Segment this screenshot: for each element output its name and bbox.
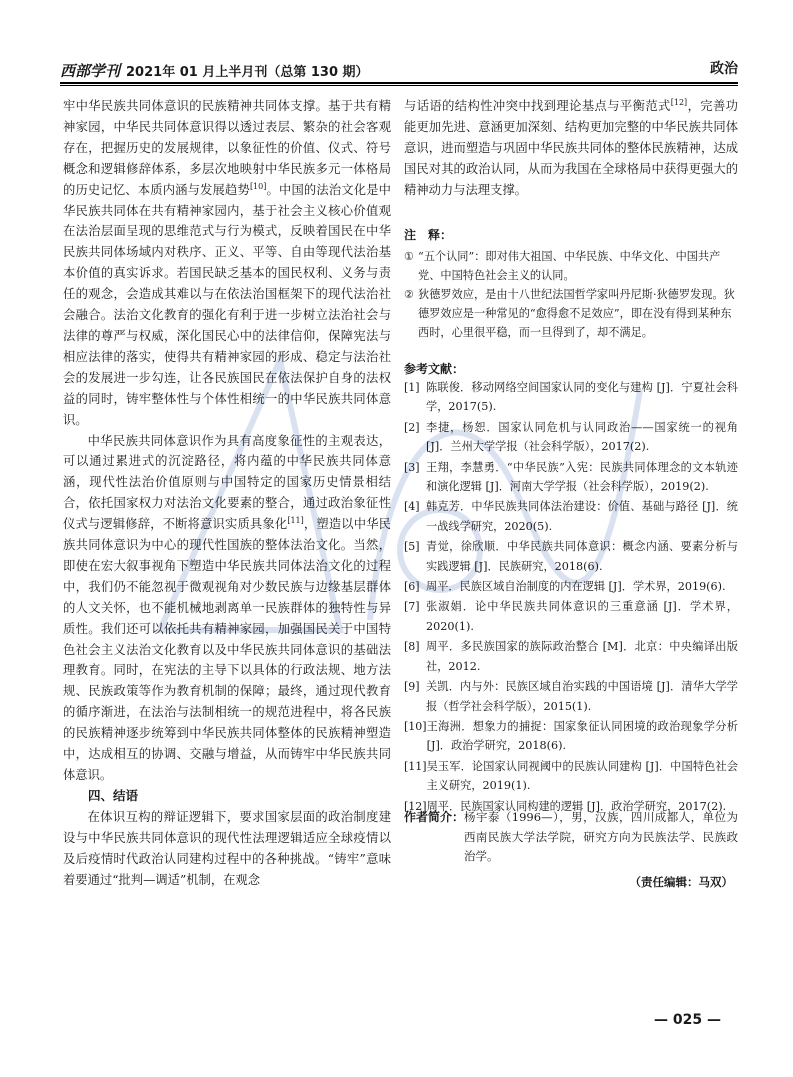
notes-list: [404, 247, 738, 342]
body-paragraph-1: 牢中华民族共同体意识的民族精神共同体支撑。基于共有精神家园，中华民共同体意识得以透过表层、繁杂的社会客观存在，把握历史的发展规律，以象征性的价值、仪式、符号概念和逻辑修辞体系，多层次地映射中华民族多元一体格局的历史记忆、本质内涵与发展趋势[10]。中国的法治文化是中华民族共同体在共有精神家园内，基于社会主义核心价值观在法治层面呈现的思维范式与行为模式，反映着国民在中华民族共同体场域内对秩序、正义、平等、自由等现代法治基本价值的真实诉求。若国民缺乏基本的国民权利、义务与责任的观念，会造成其难以与在依法治国框架下的现代法治社会融合。法治文化教育的强化有利于进一步树立法治社会与法律的尊严与权威，深化国民心中的法律信仰，保障宪法与相应法律的落实，使得共有精神家园的形成、稳定与法治社会的发展进一步勾连，让各民族国民在依法保护自身的法权益的同时，铸牢整体性与个体性相统一的中华民族共同体意识。: [63, 99, 391, 427]
note-item: ② 狄德罗效应，是由十八世纪法国哲学家叫丹尼斯·狄德罗发现。狄德罗效应是一种常见的“愈得愈不足效应”，即在没有得到某种东西时，心里很平稳，而一旦得到了，却不满足。: [404, 288, 735, 339]
author-bio: [404, 808, 738, 867]
header-rule-thin: [60, 85, 738, 86]
reference-item: [12] 周平．民族国家认同构建的逻辑 [J]．政治学研究，2017(2).: [404, 799, 727, 813]
references-heading: 参考文献：: [404, 362, 465, 376]
running-header: [60, 56, 738, 82]
reference-item: [7] 张淑娟．论中华民族共同体意识的三重意涵 [J]．学术界，2020(1).: [404, 600, 738, 633]
reference-item: [5] 青觉，徐欣顺．中华民族共同体意识：概念内涵、要素分析与实践逻辑 [J]．民族研究，2018(6).: [404, 540, 738, 573]
page-number: — 025 —: [654, 1012, 721, 1028]
conclusion-heading: 四、结语: [88, 787, 139, 803]
author-bio-text: 杨宇泰（1996—），男，汉族，四川成都人，单位为西南民族大学法学院，研究方向为民族法学、民族政治学。: [464, 810, 738, 864]
right-column: [404, 96, 738, 201]
reference-item: [4] 韩克芳．中华民族共同体法治建设：价值、基础与路径 [J]．统一战线学研究，2020(5).: [404, 500, 738, 533]
conclusion-paragraph-end: 与话语的结构性冲突中找到理论基点与平衡范式[12]，完善功能更加先进、意涵更加深刻、结构更加完整的中华民族共同体意识，进而塑造与巩固中华民族共同体的整体民族精神，达成国民对其的政治认同，从而为我国在全球格局中获得更强大的精神动力与法理支撑。: [404, 97, 738, 197]
notes-heading: 注 释：: [404, 228, 453, 242]
reference-item: [1] 陈联俊．移动网络空间国家认同的变化与建构 [J]．宁夏社会科学，2017(5).: [404, 381, 738, 414]
section-label: 政治: [710, 61, 738, 77]
reference-item: [8] 周平．多民族国家的族际政治整合 [M]．北京：中央编译出版社，2012.: [404, 640, 738, 673]
reference-item: [9] 关凯．内与外：民族区域自治实践的中国语境 [J]．清华大学学报（哲学社会科学版），2015(1).: [404, 680, 738, 713]
reference-item: [2] 李捷，杨恕．国家认同危机与认同政治——国家统一的视角 [J]．兰州大学学报（社会科学版），2017(2).: [404, 420, 738, 454]
references-list: [404, 378, 738, 817]
journal-name: 西部学刊: [60, 62, 121, 80]
header-rule-thick: [60, 82, 738, 84]
note-item: ① “五个认同”：即对伟大祖国、中华民族、中华文化、中国共产党、中国特色社会主义的认同。: [404, 250, 721, 282]
issue-info: 2021年 01 月上半月刊（总第 130 期）: [126, 65, 369, 80]
body-paragraph-2: 中华民族共同体意识作为具有高度象征性的主观表达，可以通过累进式的沉淀路径，将内蕴的中华民族共同体意涵，现代性法治价值原则与中国特定的国家历史情景相结合，依托国家权力对法治文化要素的整合，通过政治象征性仪式与逻辑修辞，不断将意识实质具象化[11]，塑造以中华民族共同体意识为中心的现代性国族的整体法治文化。当然，即使在宏大叙事视角下塑造中华民族共同体法治文化的过程中，我们仍不能忽视于微观视角对少数民族与边缘基层群体的人文关怀，也不能机械地剥离单一民族群体的独特性与异质性。我们还可以依托共有精神家园，加强国民关于中国特色社会主义法治文化教育以及中华民族共同体意识的基础法理教育。同时，在宪法的主导下以具体的行政法规、地方法规、民族政策等作为教育机制的保障；最终，通过现代教育的循序渐进，在法治与法制相统一的规范进程中，将各民族的民族精神逐步统筹到中华民族共同体整体的民族精神塑造中，达成相互的协调、交融与增益，从而铸牢中华民族共同体意识。: [63, 433, 391, 782]
responsible-editor: （责任编辑：马双）: [629, 875, 733, 889]
conclusion-paragraph-start: 在体识互构的辩证逻辑下，要求国家层面的政治制度建设与中华民族共同体意识的现代性法理逻辑适应全球疫情以及后疫情时代政治认同建构过程中的各种挑战。“铸牢”意味着要通过“批判—调适”机制，在观念: [63, 809, 391, 887]
left-column: [63, 96, 391, 890]
reference-item: [3] 王翔，李慧勇．“中华民族”入宪：民族共同体理念的文本轨迹和演化逻辑 [J]．河南大学学报（社会科学版），2019(2).: [404, 460, 738, 494]
author-bio-label: 作者简介：: [404, 810, 465, 824]
reference-item: [11] 吴玉军．论国家认同视阈中的民族认同建构 [J]．中国特色社会主义研究，2019(1).: [404, 759, 738, 793]
reference-item: [6] 周平．民族区域自治制度的内在逻辑 [J]．学术界，2019(6).: [404, 580, 726, 594]
journal-issue-line: [60, 60, 369, 81]
reference-item: [10] 王海洲．想象力的捕捉：国家象征认同困境的政治现象学分析 [J]．政治学研究，2018(6).: [404, 719, 738, 753]
